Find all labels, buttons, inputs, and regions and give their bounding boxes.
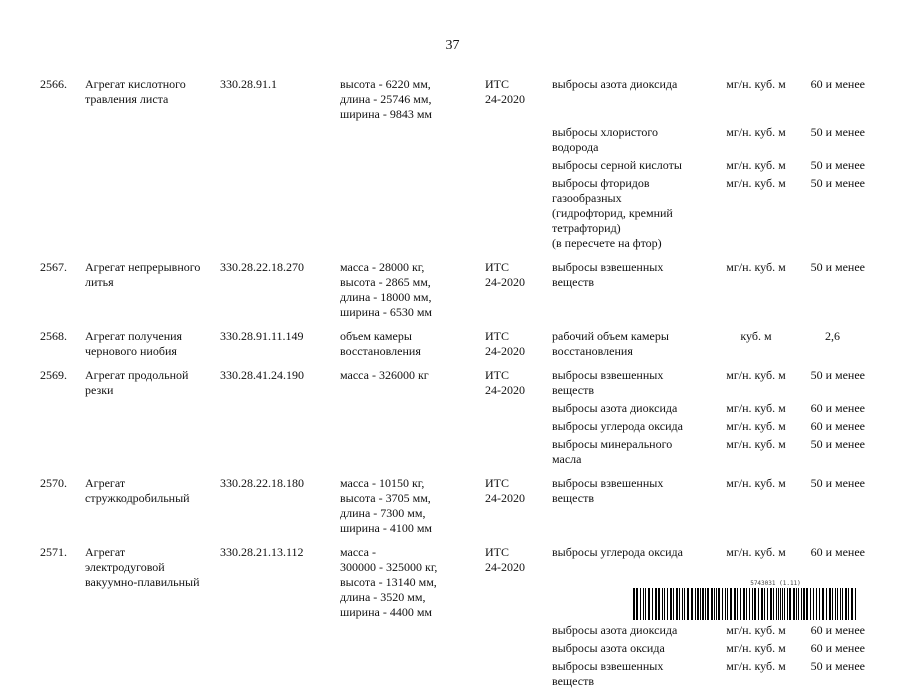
indicator-value: 50 и менее — [810, 176, 865, 190]
indicator-unit: мг/н. куб. м — [726, 158, 786, 172]
equipment-parameters — [340, 399, 485, 417]
table-row — [40, 327, 865, 360]
okpd-code: 330.28.41.24.190 — [220, 368, 304, 382]
table-row — [40, 639, 865, 657]
indicator-unit: мг/н. куб. м — [726, 623, 786, 637]
okpd-code — [220, 417, 340, 435]
indicator-unit: мг/н. куб. м — [726, 641, 786, 655]
reference-document — [485, 156, 552, 174]
page-number: 37 — [445, 38, 460, 53]
record-number — [40, 657, 85, 690]
indicator-unit: мг/н. куб. м — [726, 437, 786, 451]
record-number: 2568. — [40, 329, 67, 343]
reference-document — [485, 639, 552, 657]
indicator-name: выбросы углерода оксида — [552, 545, 683, 559]
okpd-code — [220, 435, 340, 468]
okpd-code — [220, 639, 340, 657]
indicator-unit: мг/н. куб. м — [726, 368, 786, 382]
record-number: 2567. — [40, 260, 67, 274]
indicator-name: выбросы минерального масла — [552, 437, 673, 466]
equipment-parameters — [340, 156, 485, 174]
indicator-value: 60 и менее — [810, 77, 865, 91]
indicator-name: выбросы углерода оксида — [552, 419, 683, 433]
okpd-code: 330.28.22.18.180 — [220, 476, 304, 490]
table-row — [40, 474, 865, 537]
equipment-parameters: объем камеры восстановления — [340, 329, 421, 358]
equipment-name — [85, 435, 220, 468]
barcode-image — [633, 588, 858, 620]
equipment-name: Агрегат электродуговой вакуумно-плавильный — [85, 545, 200, 589]
table-row — [40, 417, 865, 435]
okpd-code: 330.28.91.1 — [220, 77, 277, 91]
table-row — [40, 366, 865, 399]
equipment-parameters — [340, 657, 485, 690]
indicator-unit: мг/н. куб. м — [726, 77, 786, 91]
equipment-parameters: высота - 6220 мм, длина - 25746 мм, ширина - 9843 мм — [340, 77, 433, 121]
equipment-parameters — [340, 621, 485, 639]
indicator-value: 50 и менее — [810, 368, 865, 382]
indicator-value: 60 и менее — [810, 545, 865, 559]
equipment-name — [85, 621, 220, 639]
indicator-unit: мг/н. куб. м — [726, 260, 786, 274]
reference-document — [485, 417, 552, 435]
table-row — [40, 174, 865, 252]
reference-document: ИТС 24-2020 — [485, 260, 525, 289]
barcode-block — [633, 580, 858, 620]
table-row — [40, 435, 865, 468]
table-row — [40, 258, 865, 321]
equipment-name: Агрегат стружкодробильный — [85, 476, 190, 505]
indicator-value: 50 и менее — [810, 476, 865, 490]
reference-document — [485, 399, 552, 417]
equipment-name — [85, 399, 220, 417]
record-number — [40, 174, 85, 252]
record-number — [40, 399, 85, 417]
okpd-code: 330.28.91.11.149 — [220, 329, 304, 343]
reference-document — [485, 657, 552, 690]
indicator-name: выбросы взвешенных веществ — [552, 476, 664, 505]
okpd-code — [220, 174, 340, 252]
indicator-unit: куб. м — [740, 329, 772, 343]
reference-document — [485, 123, 552, 156]
record-number — [40, 639, 85, 657]
indicator-value: 50 и менее — [810, 260, 865, 274]
indicator-value: 2,6 — [825, 329, 840, 343]
reference-document: ИТС 24-2020 — [485, 545, 525, 574]
okpd-code: 330.28.22.18.270 — [220, 260, 304, 274]
table-row — [40, 75, 865, 123]
indicator-name: выбросы серной кислоты — [552, 158, 682, 172]
record-number: 2570. — [40, 476, 67, 490]
equipment-parameters: масса - 300000 - 325000 кг, высота - 13140 мм, длина - 3520 мм, ширина - 4400 мм — [340, 545, 438, 619]
equipment-parameters: масса - 10150 кг, высота - 3705 мм, длина - 7300 мм, ширина - 4100 мм — [340, 476, 433, 535]
indicator-value: 50 и менее — [810, 125, 865, 139]
indicator-unit: мг/н. куб. м — [726, 659, 786, 673]
reference-document — [485, 435, 552, 468]
table-row — [40, 657, 865, 690]
equipment-name — [85, 657, 220, 690]
equipment-parameters — [340, 174, 485, 252]
equipment-name: Агрегат непрерывного литья — [85, 260, 201, 289]
reference-document — [485, 621, 552, 639]
equipment-name — [85, 639, 220, 657]
record-number — [40, 435, 85, 468]
indicator-value: 50 и менее — [810, 437, 865, 451]
indicator-unit: мг/н. куб. м — [726, 545, 786, 559]
okpd-code — [220, 657, 340, 690]
indicator-value: 50 и менее — [810, 158, 865, 172]
record-number: 2569. — [40, 368, 67, 382]
equipment-name: Агрегат получения чернового ниобия — [85, 329, 183, 358]
indicator-name: рабочий объем камеры восстановления — [552, 329, 669, 358]
okpd-code — [220, 123, 340, 156]
indicator-name: выбросы взвешенных веществ — [552, 659, 664, 688]
indicator-name: выбросы азота диоксида — [552, 77, 678, 91]
reference-document: ИТС 24-2020 — [485, 329, 525, 358]
okpd-code: 330.28.21.13.112 — [220, 545, 304, 559]
record-number: 2571. — [40, 545, 67, 559]
equipment-parameters — [340, 417, 485, 435]
indicator-name: выбросы взвешенных веществ — [552, 368, 664, 397]
equipment-parameters — [340, 123, 485, 156]
table-row — [40, 123, 865, 156]
reference-document: ИТС 24-2020 — [485, 368, 525, 397]
equipment-name: Агрегат продольной резки — [85, 368, 189, 397]
okpd-code — [220, 399, 340, 417]
indicator-name: выбросы взвешенных веществ — [552, 260, 664, 289]
reference-document: ИТС 24-2020 — [485, 476, 525, 505]
table-row — [40, 621, 865, 639]
indicator-name: выбросы азота диоксида — [552, 623, 678, 637]
record-number — [40, 417, 85, 435]
equipment-name — [85, 123, 220, 156]
table-row — [40, 156, 865, 174]
reference-document: ИТС 24-2020 — [485, 77, 525, 106]
record-number — [40, 621, 85, 639]
indicator-name: выбросы хлористого водорода — [552, 125, 658, 154]
equipment-parameters: масса - 28000 кг, высота - 2865 мм, длина - 18000 мм, ширина - 6530 мм — [340, 260, 433, 319]
equipment-parameters — [340, 435, 485, 468]
equipment-name — [85, 417, 220, 435]
okpd-code — [220, 621, 340, 639]
barcode-label: 5743031 (1.11) — [750, 580, 801, 587]
indicator-value: 60 и менее — [810, 641, 865, 655]
reference-document — [485, 174, 552, 252]
record-number — [40, 156, 85, 174]
equipment-name — [85, 156, 220, 174]
equipment-name — [85, 174, 220, 252]
indicator-value: 50 и менее — [810, 659, 865, 673]
okpd-code — [220, 156, 340, 174]
equipment-parameters: масса - 326000 кг — [340, 368, 429, 382]
indicator-unit: мг/н. куб. м — [726, 476, 786, 490]
indicator-unit: мг/н. куб. м — [726, 419, 786, 433]
indicator-value: 60 и менее — [810, 623, 865, 637]
indicator-name: выбросы азота диоксида — [552, 401, 678, 415]
record-number — [40, 123, 85, 156]
indicator-unit: мг/н. куб. м — [726, 401, 786, 415]
indicator-name: выбросы азота оксида — [552, 641, 665, 655]
indicator-unit: мг/н. куб. м — [726, 176, 786, 190]
equipment-parameters — [340, 639, 485, 657]
indicator-value: 60 и менее — [810, 419, 865, 433]
indicator-value: 60 и менее — [810, 401, 865, 415]
indicator-name: выбросы фторидов газообразных (гидрофторид, кремний тетрафторид) (в пересчете на фтор) — [552, 176, 673, 250]
table-row — [40, 399, 865, 417]
indicator-unit: мг/н. куб. м — [726, 125, 786, 139]
record-number: 2566. — [40, 77, 67, 91]
equipment-name: Агрегат кислотного травления листа — [85, 77, 186, 106]
